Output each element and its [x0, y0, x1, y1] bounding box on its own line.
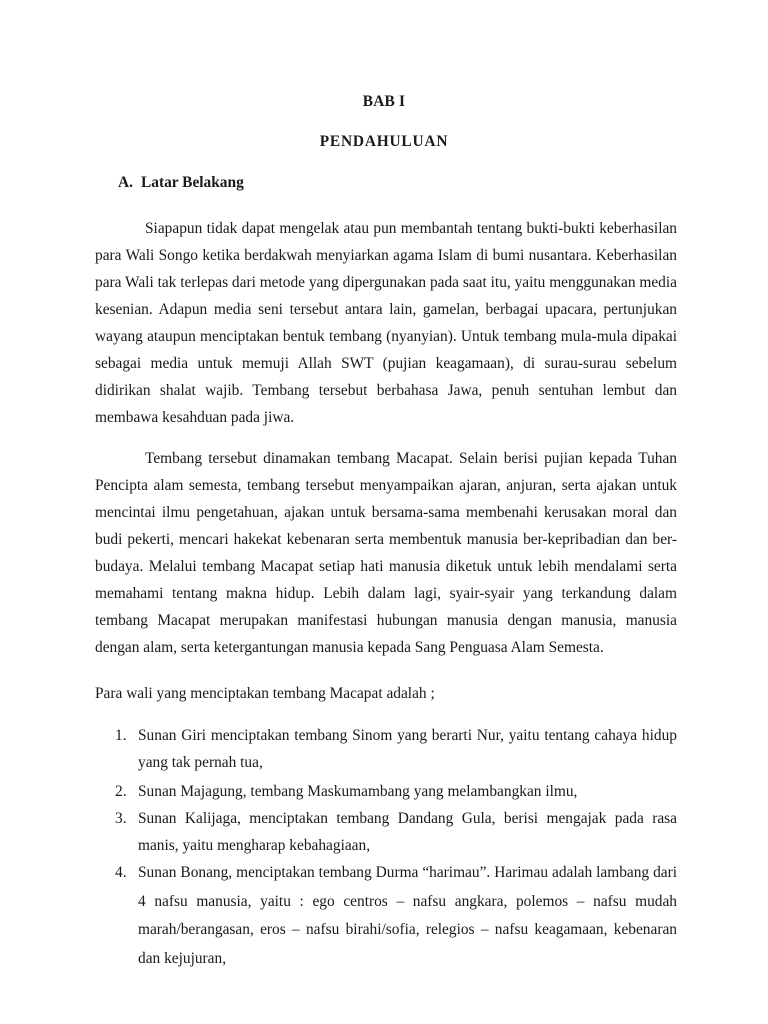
list-item-number: 3. — [115, 810, 127, 827]
list-intro-text: Para wali yang menciptakan tembang Macapat adalah ; — [95, 685, 435, 702]
list-item-number: 1. — [115, 727, 127, 744]
paragraph — [95, 445, 677, 661]
section-label: A. — [118, 174, 133, 191]
paragraph — [95, 215, 677, 431]
paragraph-text: Tembang tersebut dinamakan tembang Macapat. Selain berisi pujian kepada Tuhan Pencipta alam semesta, tembang tersebut menyampaikan ajaran, anjuran, serta ajakan untuk mencintai ilmu pengetahuan, ajakan untuk bersama-sama membenahi kerusakan moral dan budi pekerti, mencari hakekat kebenaran serta membentuk manusia ber-kepribadian dan ber-budaya. Melalui tembang Macapat setiap hati manusia diketuk untuk lebih mendalami serta memahami tentang makna hidup. Lebih dalam lagi, syair-syair yang terkandung dalam tembang Macapat merupakan manifestasi hubungan manusia dengan manusia, manusia dengan alam, serta ketergantungan manusia kepada Sang Penguasa Alam Semesta. — [95, 450, 677, 656]
list-item — [95, 859, 677, 973]
list-item — [95, 778, 677, 805]
list-item-number: 2. — [115, 783, 127, 800]
chapter-title: PENDAHULUAN — [319, 133, 449, 150]
list-item-text: Sunan Kalijaga, menciptakan tembang Dandang Gula, berisi mengajak pada rasa manis, yaitu mengharap kebahagiaan, — [138, 810, 677, 854]
wali-list — [95, 722, 677, 973]
list-intro — [95, 680, 677, 707]
chapter-number: BAB I — [362, 93, 406, 110]
paragraph-text: Siapapun tidak dapat mengelak atau pun membantah tentang bukti-bukti keberhasilan para Wali Songo ketika berdakwah menyiarkan agama Islam di bumi nusantara. Keberhasilan para Wali tak terlepas dari metode yang dipergunakan pada saat itu, yaitu menggunakan media kesenian. Adapun media seni tersebut antara lain, gamelan, berbagai upacara, pertunjukan wayang ataupun menciptakan bentuk tembang (nyanyian). Untuk tembang mula-mula dipakai sebagai media untuk memuji Allah SWT (pujian keagamaan), di surau-surau sebelum didirikan shalat wajib. Tembang tersebut berbahasa Jawa, penuh sentuhan lembut dan membawa kesahduan pada jiwa. — [95, 220, 677, 426]
list-item — [95, 722, 677, 776]
list-item-number: 4. — [115, 864, 127, 881]
list-item-text: Sunan Giri menciptakan tembang Sinom yang berarti Nur, yaitu tentang cahaya hidup yang tak pernah tua, — [138, 727, 677, 771]
section-heading — [118, 174, 244, 192]
list-item — [95, 805, 677, 859]
section-title: Latar Belakang — [141, 174, 244, 191]
list-item-text: Sunan Majagung, tembang Maskumambang yang melambangkan ilmu, — [138, 783, 578, 800]
list-item-text: Sunan Bonang, menciptakan tembang Durma “harimau”. Harimau adalah lambang dari 4 nafsu manusia, yaitu : ego centros – nafsu angkara, polemos – nafsu mudah marah/berangasan, eros – nafsu birahi/sofia, relegios – nafsu keagamaan, kebenaran dan kejujuran, — [138, 864, 677, 967]
